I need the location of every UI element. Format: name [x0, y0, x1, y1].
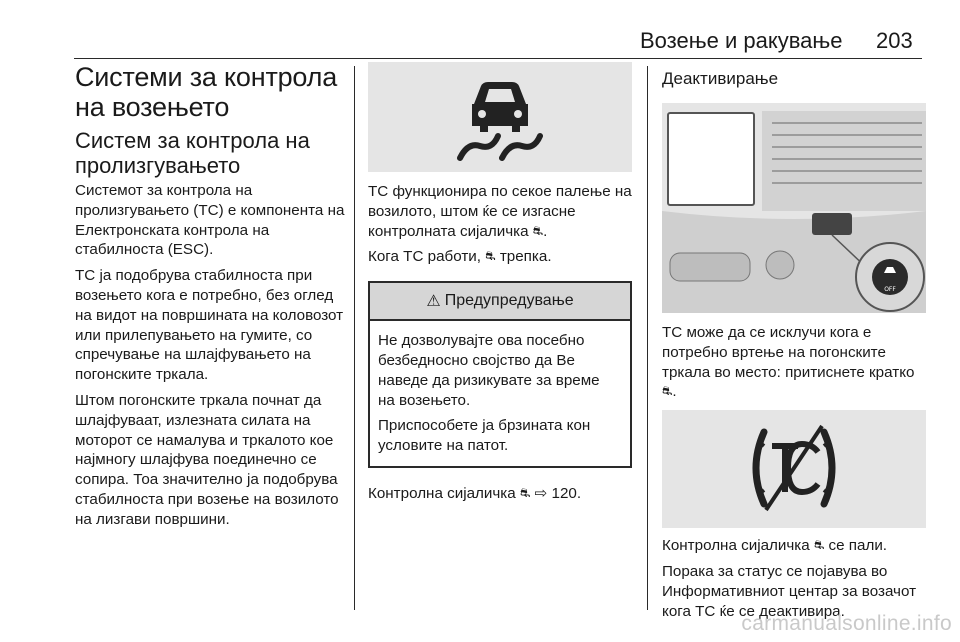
- header-rule: [74, 58, 922, 59]
- column-divider-right: [647, 66, 648, 610]
- header-page-number: 203: [876, 28, 913, 53]
- paragraph: TC може да се исклучи кога е потребно вртење на погонските тркала во место: притиснете кратко ⛐.: [662, 324, 915, 401]
- subheading-traction-control: Систем за контрола на пролизгувањето: [75, 128, 310, 178]
- paragraph: Штом погонските тркала почнат да шлајфуваат, излезната силата на моторот се намалува и тркалото кое најмногу шлајфува поединечно се сопира. Тоа значително ја подобрува стабилноста при возење на возилото на лизгави површини.: [75, 391, 339, 528]
- paragraph: Кога TC работи, ⛐ трепка.: [368, 248, 552, 266]
- column-1: [75, 62, 347, 536]
- tc-warning-light-image: [368, 62, 632, 172]
- tc-off-button-icon-inline: ⛐: [662, 384, 673, 399]
- main-heading: Системи за контрола на возењето: [75, 62, 338, 122]
- center-console-illustration: [662, 103, 926, 313]
- paragraph: Приспособете ја брзината кон условите на патот.: [378, 417, 591, 455]
- tc-off-indicator-image: [662, 410, 926, 528]
- paragraph: Системот за контрола на пролизгувањето (TC) е компонента на Електронската контрола на стабилноста (ESC).: [75, 182, 345, 259]
- warning-box: [368, 281, 632, 468]
- page-reference-arrow-icon: ⇨: [534, 484, 548, 502]
- skid-icon-inline: ⛐: [519, 485, 531, 500]
- header-section-title: Возење и ракување: [640, 28, 843, 53]
- tc-off-indicator-icon: [662, 410, 926, 528]
- subheading-deactivation: Деактивирање: [662, 69, 779, 88]
- paragraph: Порака за статус се појавува во Информативниот центар за возачот кога TC ќе се деактивира.: [662, 562, 917, 620]
- paragraph: TC функционира по секое палење на возилото, штом ќе се изгасне контролната сијаличка ⛐.: [368, 183, 632, 240]
- tc-off-icon-inline: ⛐: [813, 538, 825, 553]
- dashboard-button-image: [662, 103, 926, 313]
- skid-icon-inline: ⛐: [532, 223, 544, 238]
- watermark: carmanualsonline.info: [741, 612, 952, 635]
- paragraph: Контролна сијаличка ⛐ се пали.: [662, 537, 888, 555]
- skid-icon-inline: ⛐: [485, 249, 496, 264]
- warning-box-header: ⚠ Предупредување: [370, 283, 630, 321]
- column-divider-left: [354, 66, 355, 610]
- column-3: [662, 62, 928, 627]
- svg-text:OFF: OFF: [884, 286, 896, 293]
- skidding-car-icon: [368, 62, 632, 172]
- paragraph: TC ја подобрува стабилноста при возењето кога е потребно, без оглед на видот на површината на коловозот или прилепувањето на гумите, со спречување на шлајфувањето на погонските тркала.: [75, 267, 344, 384]
- warning-triangle-icon: ⚠: [426, 293, 441, 311]
- paragraph: Не дозволувајте ова посебно безбедносно својство да Ве наведе да ризикувате за време на возењето.: [378, 332, 600, 409]
- column-2: [368, 62, 632, 510]
- warning-box-body: [370, 321, 630, 466]
- cross-reference: Контролна сијаличка ⛐ ⇨ 120.: [368, 484, 582, 502]
